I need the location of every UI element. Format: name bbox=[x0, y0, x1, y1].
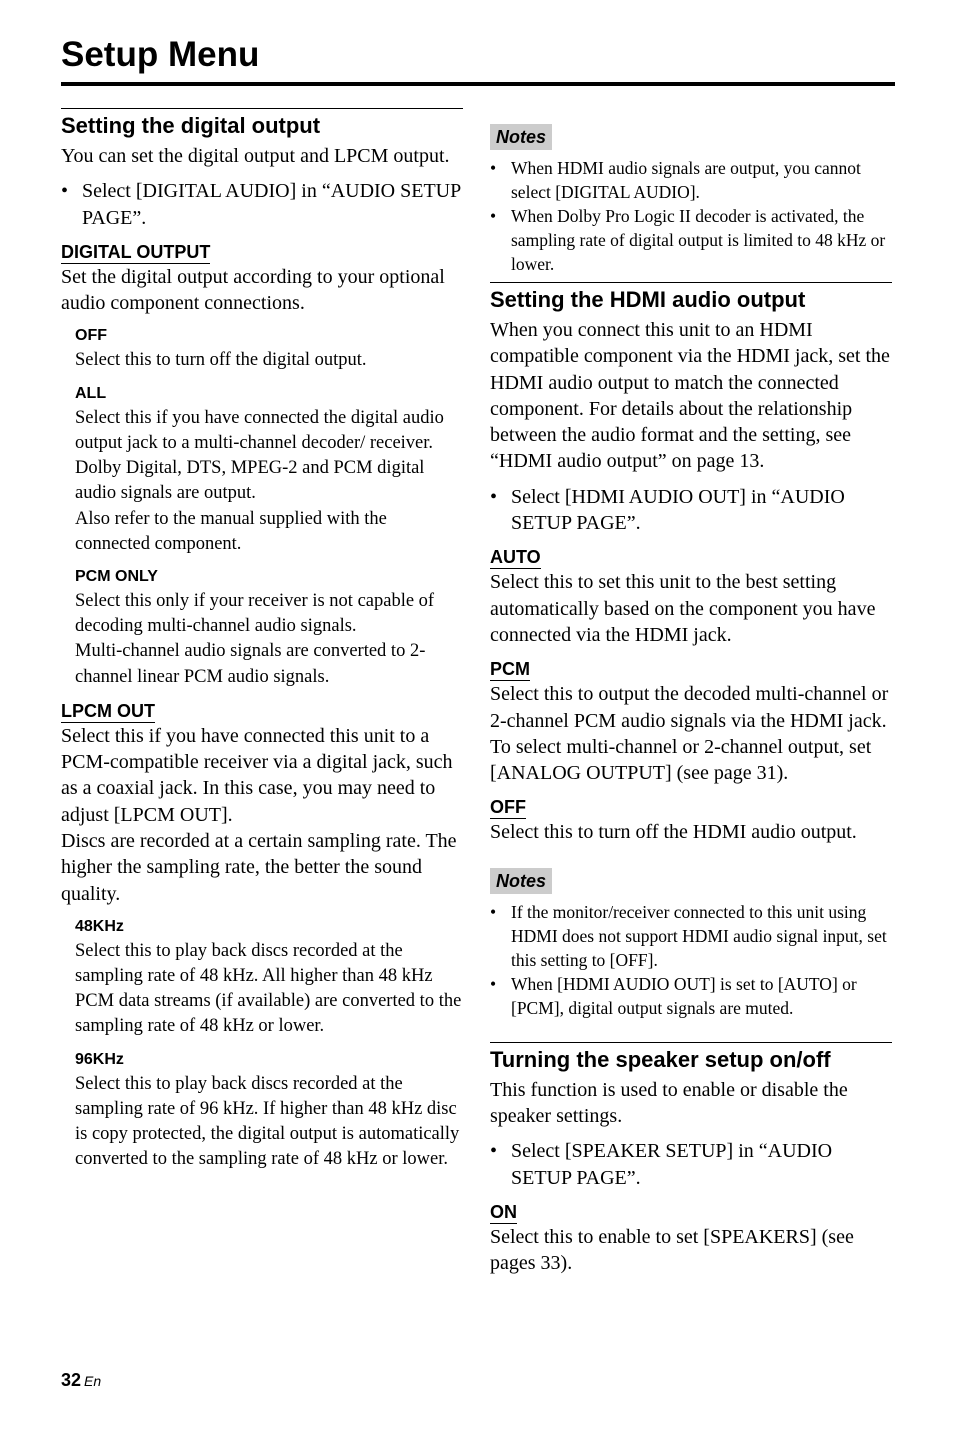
sub-option-text: Select this to play back discs recorded at the sampling rate of 48 kHz. All higher than 48 kHz PCM data streams (if available) are converted to the sampling rate of 48 kHz or lower. bbox=[75, 940, 462, 1037]
option-description: Select this to output the decoded multi-channel or 2-channel PCM audio signals via the HDMI jack. To select multi-channel or 2-channel output, set [ANALOG OUTPUT] (see page 31). bbox=[490, 683, 889, 785]
page-footer bbox=[61, 1370, 101, 1391]
sub-option-text: Select this if you have connected the digital audio output jack to a multi-channel decoder/ receiver. bbox=[75, 407, 444, 453]
note-text: When Dolby Pro Logic II decoder is activated, the sampling rate of digital output is limited to 48 kHz or lower. bbox=[511, 206, 886, 274]
bullet-dot: • bbox=[490, 1140, 498, 1163]
instruction-bullet bbox=[490, 484, 892, 537]
sub-option-label-96khz: 96KHz bbox=[75, 1050, 124, 1068]
bullet-text: Select [SPEAKER SETUP] in “AUDIO SETUP PAGE”. bbox=[511, 1140, 833, 1189]
notes-badge: Notes bbox=[490, 124, 552, 150]
option-description: Select this to turn off the HDMI audio output. bbox=[490, 821, 857, 844]
page-title: Setup Menu bbox=[61, 35, 260, 74]
sub-option-label-off: OFF bbox=[75, 327, 107, 345]
sub-option-label-48khz: 48KHz bbox=[75, 917, 124, 935]
section-rule bbox=[490, 1042, 892, 1043]
option-description: Discs are recorded at a certain sampling rate. The higher the sampling rate, the better the sound quality. bbox=[61, 829, 457, 905]
section-rule bbox=[61, 108, 463, 109]
option-description: Select this to enable to set [SPEAKERS] (see pages 33). bbox=[490, 1225, 854, 1275]
sub-option-label-pcm-only: PCM ONLY bbox=[75, 567, 158, 585]
instruction-bullet bbox=[61, 178, 463, 231]
section-heading-hdmi: Setting the HDMI audio output bbox=[490, 287, 806, 312]
bullet-dot: • bbox=[490, 158, 497, 178]
sub-option-text: Select this to turn off the digital output. bbox=[75, 350, 367, 371]
notes-badge: Notes bbox=[490, 868, 552, 894]
option-heading-lpcm-out: LPCM OUT bbox=[61, 700, 155, 721]
section-heading-speaker: Turning the speaker setup on/off bbox=[490, 1046, 831, 1072]
bullet-dot: • bbox=[61, 180, 69, 203]
bullet-dot: • bbox=[490, 485, 498, 508]
note-text: When [HDMI AUDIO OUT] is set to [AUTO] or [PCM], digital output signals are muted. bbox=[511, 973, 857, 1018]
right-column bbox=[490, 124, 892, 1277]
page-number: 32 bbox=[61, 1370, 82, 1390]
option-description: Select this if you have connected this unit to a PCM-compatible receiver via a digital jack, such as a coaxial jack. In this case, you may need to adjust [LPCM OUT]. bbox=[61, 724, 453, 826]
sub-options-digital-output bbox=[75, 326, 463, 689]
option-heading-auto: AUTO bbox=[490, 547, 541, 568]
section-heading-digital-output: Setting the digital output bbox=[61, 113, 321, 138]
note-item bbox=[490, 204, 892, 276]
sub-option-text: Select this to play back discs recorded at the sampling rate of 96 kHz. If higher than 48 kHz disc is copy protected, the digital output is automatically converted to the sampling rate of 48 kHz or lower. bbox=[75, 1073, 460, 1170]
option-heading-on: ON bbox=[490, 1201, 517, 1222]
bullet-text: Select [DIGITAL AUDIO] in “AUDIO SETUP PAGE”. bbox=[82, 180, 461, 229]
option-description: Select this to set this unit to the best setting automatically based on the component you have connected via the HDMI jack. bbox=[490, 571, 876, 646]
bullet-dot: • bbox=[490, 206, 497, 226]
page-language: En bbox=[84, 1373, 102, 1389]
bullet-dot: • bbox=[490, 973, 497, 994]
bullet-dot: • bbox=[490, 901, 497, 922]
note-item bbox=[490, 156, 892, 204]
instruction-bullet bbox=[490, 1138, 892, 1191]
sub-option-text: Also refer to the manual supplied with the connected component. bbox=[75, 508, 387, 554]
notes-list bbox=[490, 900, 892, 1020]
section-intro: You can set the digital output and LPCM output. bbox=[61, 145, 450, 167]
option-heading-pcm: PCM bbox=[490, 659, 530, 680]
option-heading-digital-output: DIGITAL OUTPUT bbox=[61, 241, 211, 262]
sub-option-label-all: ALL bbox=[75, 384, 107, 402]
left-column bbox=[61, 108, 463, 1172]
note-item bbox=[490, 972, 892, 1020]
sub-options-lpcm-out bbox=[75, 917, 463, 1173]
bullet-text: Select [HDMI AUDIO OUT] in “AUDIO SETUP PAGE”. bbox=[511, 485, 845, 535]
section-intro: When you connect this unit to an HDMI compatible component via the HDMI jack, set the HDMI audio output to match the connected component. For details about the relationship between the audio format and the setting, see “HDMI audio output” on page 13. bbox=[490, 319, 890, 473]
section-intro: This function is used to enable or disable the speaker settings. bbox=[490, 1078, 848, 1128]
sub-option-text: Dolby Digital, DTS, MPEG-2 and PCM digital audio signals are output. bbox=[75, 458, 425, 504]
note-text: If the monitor/receiver connected to this unit using HDMI does not support HDMI audio signal input, set this setting to [OFF]. bbox=[511, 901, 887, 970]
sub-option-text: Multi-channel audio signals are converted to 2-channel linear PCM audio signals. bbox=[75, 641, 426, 687]
option-description: Set the digital output according to your optional audio component connections. bbox=[61, 265, 445, 315]
notes-list bbox=[490, 156, 892, 276]
note-item bbox=[490, 900, 892, 972]
title-rule bbox=[61, 82, 895, 86]
section-rule bbox=[490, 282, 892, 283]
sub-option-text: Select this only if your receiver is not capable of decoding multi-channel audio signals. bbox=[75, 590, 435, 637]
option-heading-off: OFF bbox=[490, 797, 526, 818]
note-text: When HDMI audio signals are output, you cannot select [DIGITAL AUDIO]. bbox=[511, 158, 861, 202]
